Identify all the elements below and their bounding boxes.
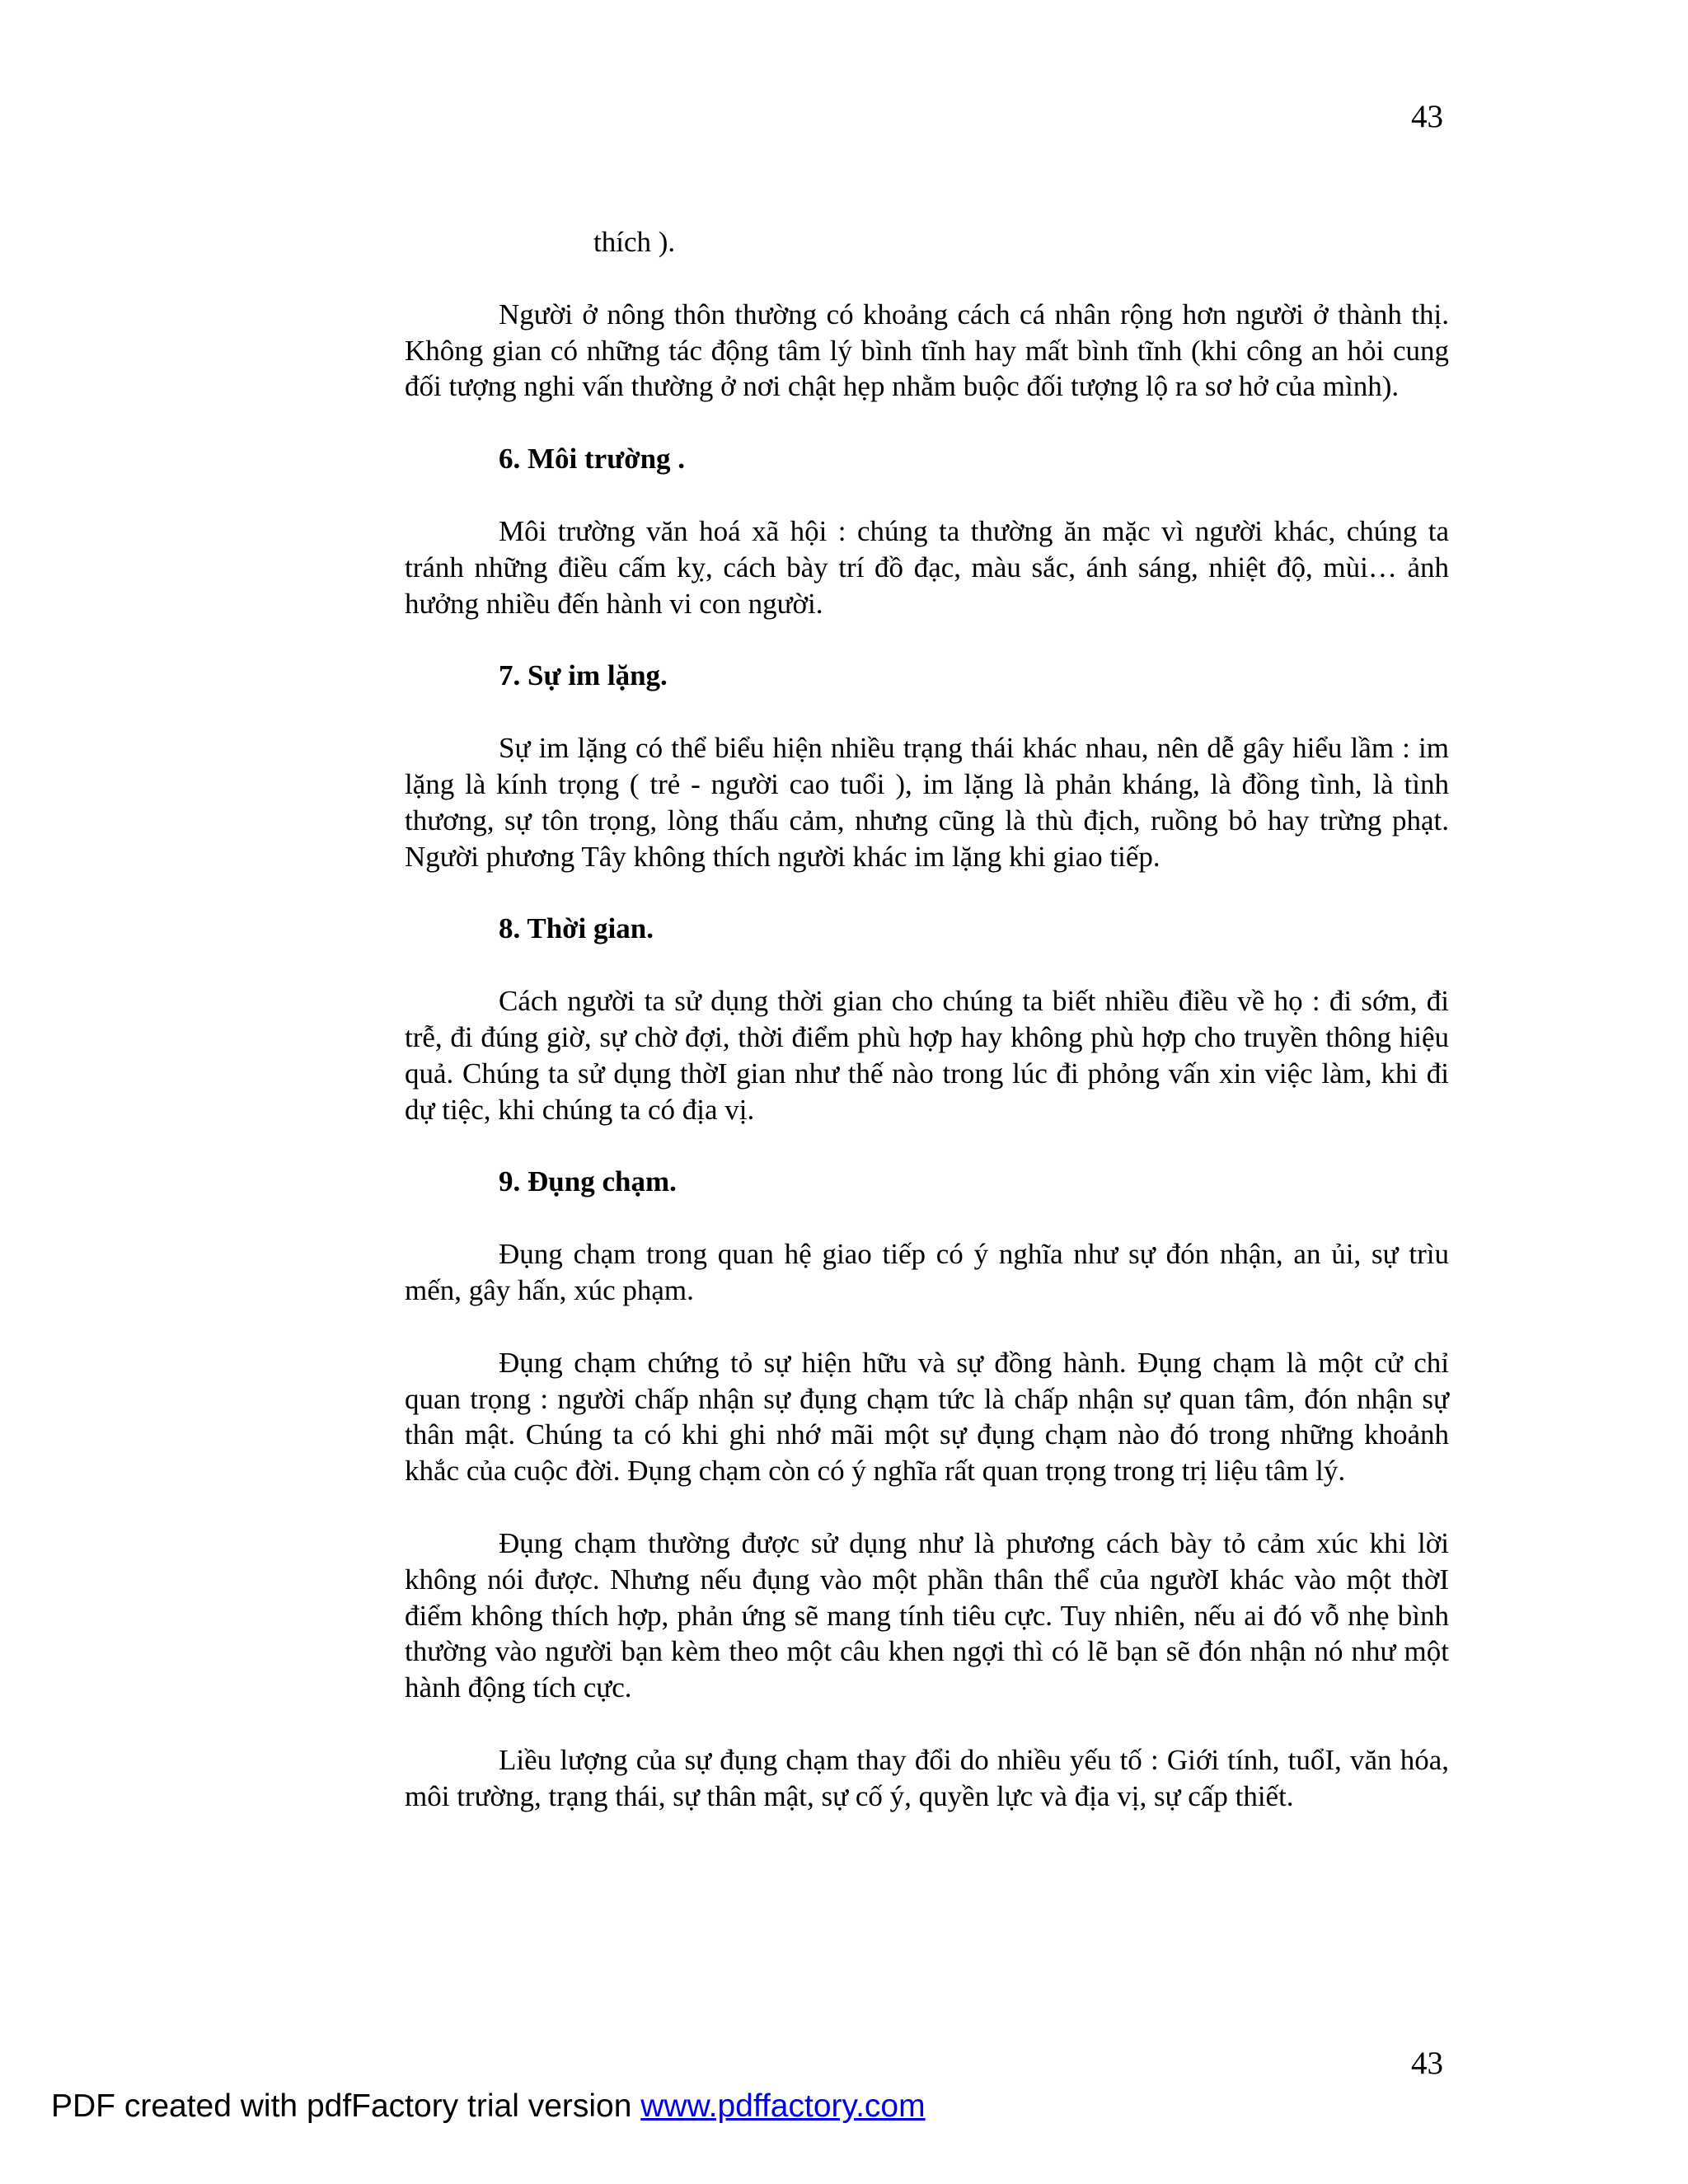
paragraph-touch-meaning: Đụng chạm trong quan hệ giao tiếp có ý nghĩa như sự đón nhận, an ủi, sự trìu mến, gây hấn, xúc phạm. [405,1238,1449,1306]
paragraph-touch-emotion: Đụng chạm thường được sử dụng như là phương cách bày tỏ cảm xúc khi lời không nói được. Nhưng nếu đụng vào một phần thân thể của ngườI khác vào một thờI điểm không thích hợp, phản ứng sẽ mang tính tiêu cực. Tuy nhiên, nếu ai đó vỗ nhẹ bình thường vào người bạn kèm theo một câu khen ngợi thì có lẽ bạn sẽ đón nhận nó như một hành động tích cực. [405,1526,1449,1704]
section-heading-environment: 6. Môi trường . [499,443,686,476]
paragraph-personal-space: Người ở nông thôn thường có khoảng cách cá nhân rộng hơn người ở thành thị. Không gian có những tác động tâm lý bình tĩnh hay mất bình tĩnh (khi công an hỏi cung đối tượng nghi vấn thường ở nơi chật hẹp nhằm buộc đối tượng lộ ra sơ hở của mình). [405,298,1449,403]
paragraph-touch-presence: Đụng chạm chứng tỏ sự hiện hữu và sự đồng hành. Đụng chạm là một cử chỉ quan trọng : người chấp nhận sự đụng chạm tức là chấp nhận sự quan tâm, đón nhận sự thân mật. Chúng ta có khi ghi nhớ mãi một sự đụng chạm nào đó trong những khoảnh khắc của cuộc đời. Đụng chạm còn có ý nghĩa rất quan trọng trong trị liệu tâm lý. [405,1346,1449,1488]
footer-text: PDF created with pdfFactory trial version [51,2088,641,2124]
paragraph-environment: Môi trường văn hoá xã hội : chúng ta thường ăn mặc vì người khác, chúng ta tránh những điều cấm kỵ, cách bày trí đồ đạc, màu sắc, ánh sáng, nhiệt độ, mùi… ảnh hưởng nhiều đến hành vi con người. [405,514,1449,620]
continued-text: thích ). [593,226,676,258]
page-number-top: 43 [1411,99,1443,134]
section-heading-silence: 7. Sự im lặng. [499,659,668,692]
pdf-footer [51,2089,926,2125]
paragraph-touch-factors: Liều lượng của sự đụng chạm thay đổi do nhiều yếu tố : Giới tính, tuổI, văn hóa, môi trường, trạng thái, sự thân mật, sự cố ý, quyền lực và địa vị, sự cấp thiết. [405,1743,1449,1812]
page-number-bottom: 43 [1411,2046,1443,2081]
section-heading-time: 8. Thời gian. [499,912,654,945]
paragraph-time: Cách người ta sử dụng thời gian cho chúng ta biết nhiều điều về họ : đi sớm, đi trễ, đi đúng giờ, sự chờ đợi, thời điểm phù hợp hay không phù hợp cho truyền thông hiệu quả. Chúng ta sử dụng thờI gian như thế nào trong lúc đi phỏng vấn xin việc làm, khi đi dự tiệc, khi chúng ta có địa vị. [405,985,1449,1126]
document-body [405,224,1449,1815]
paragraph-silence: Sự im lặng có thể biểu hiện nhiều trạng thái khác nhau, nên dễ gây hiểu lầm : im lặng là kính trọng ( trẻ - người cao tuổi ), im lặng là phản kháng, là đồng tình, là tình thương, sự tôn trọng, lòng thấu cảm, nhưng cũng là thù địch, ruồng bỏ hay trừng phạt. Người phương Tây không thích người khác im lặng khi giao tiếp. [405,732,1449,873]
section-heading-touch: 9. Đụng chạm. [499,1165,677,1198]
pdffactory-link[interactable]: www.pdffactory.com [640,2088,926,2124]
